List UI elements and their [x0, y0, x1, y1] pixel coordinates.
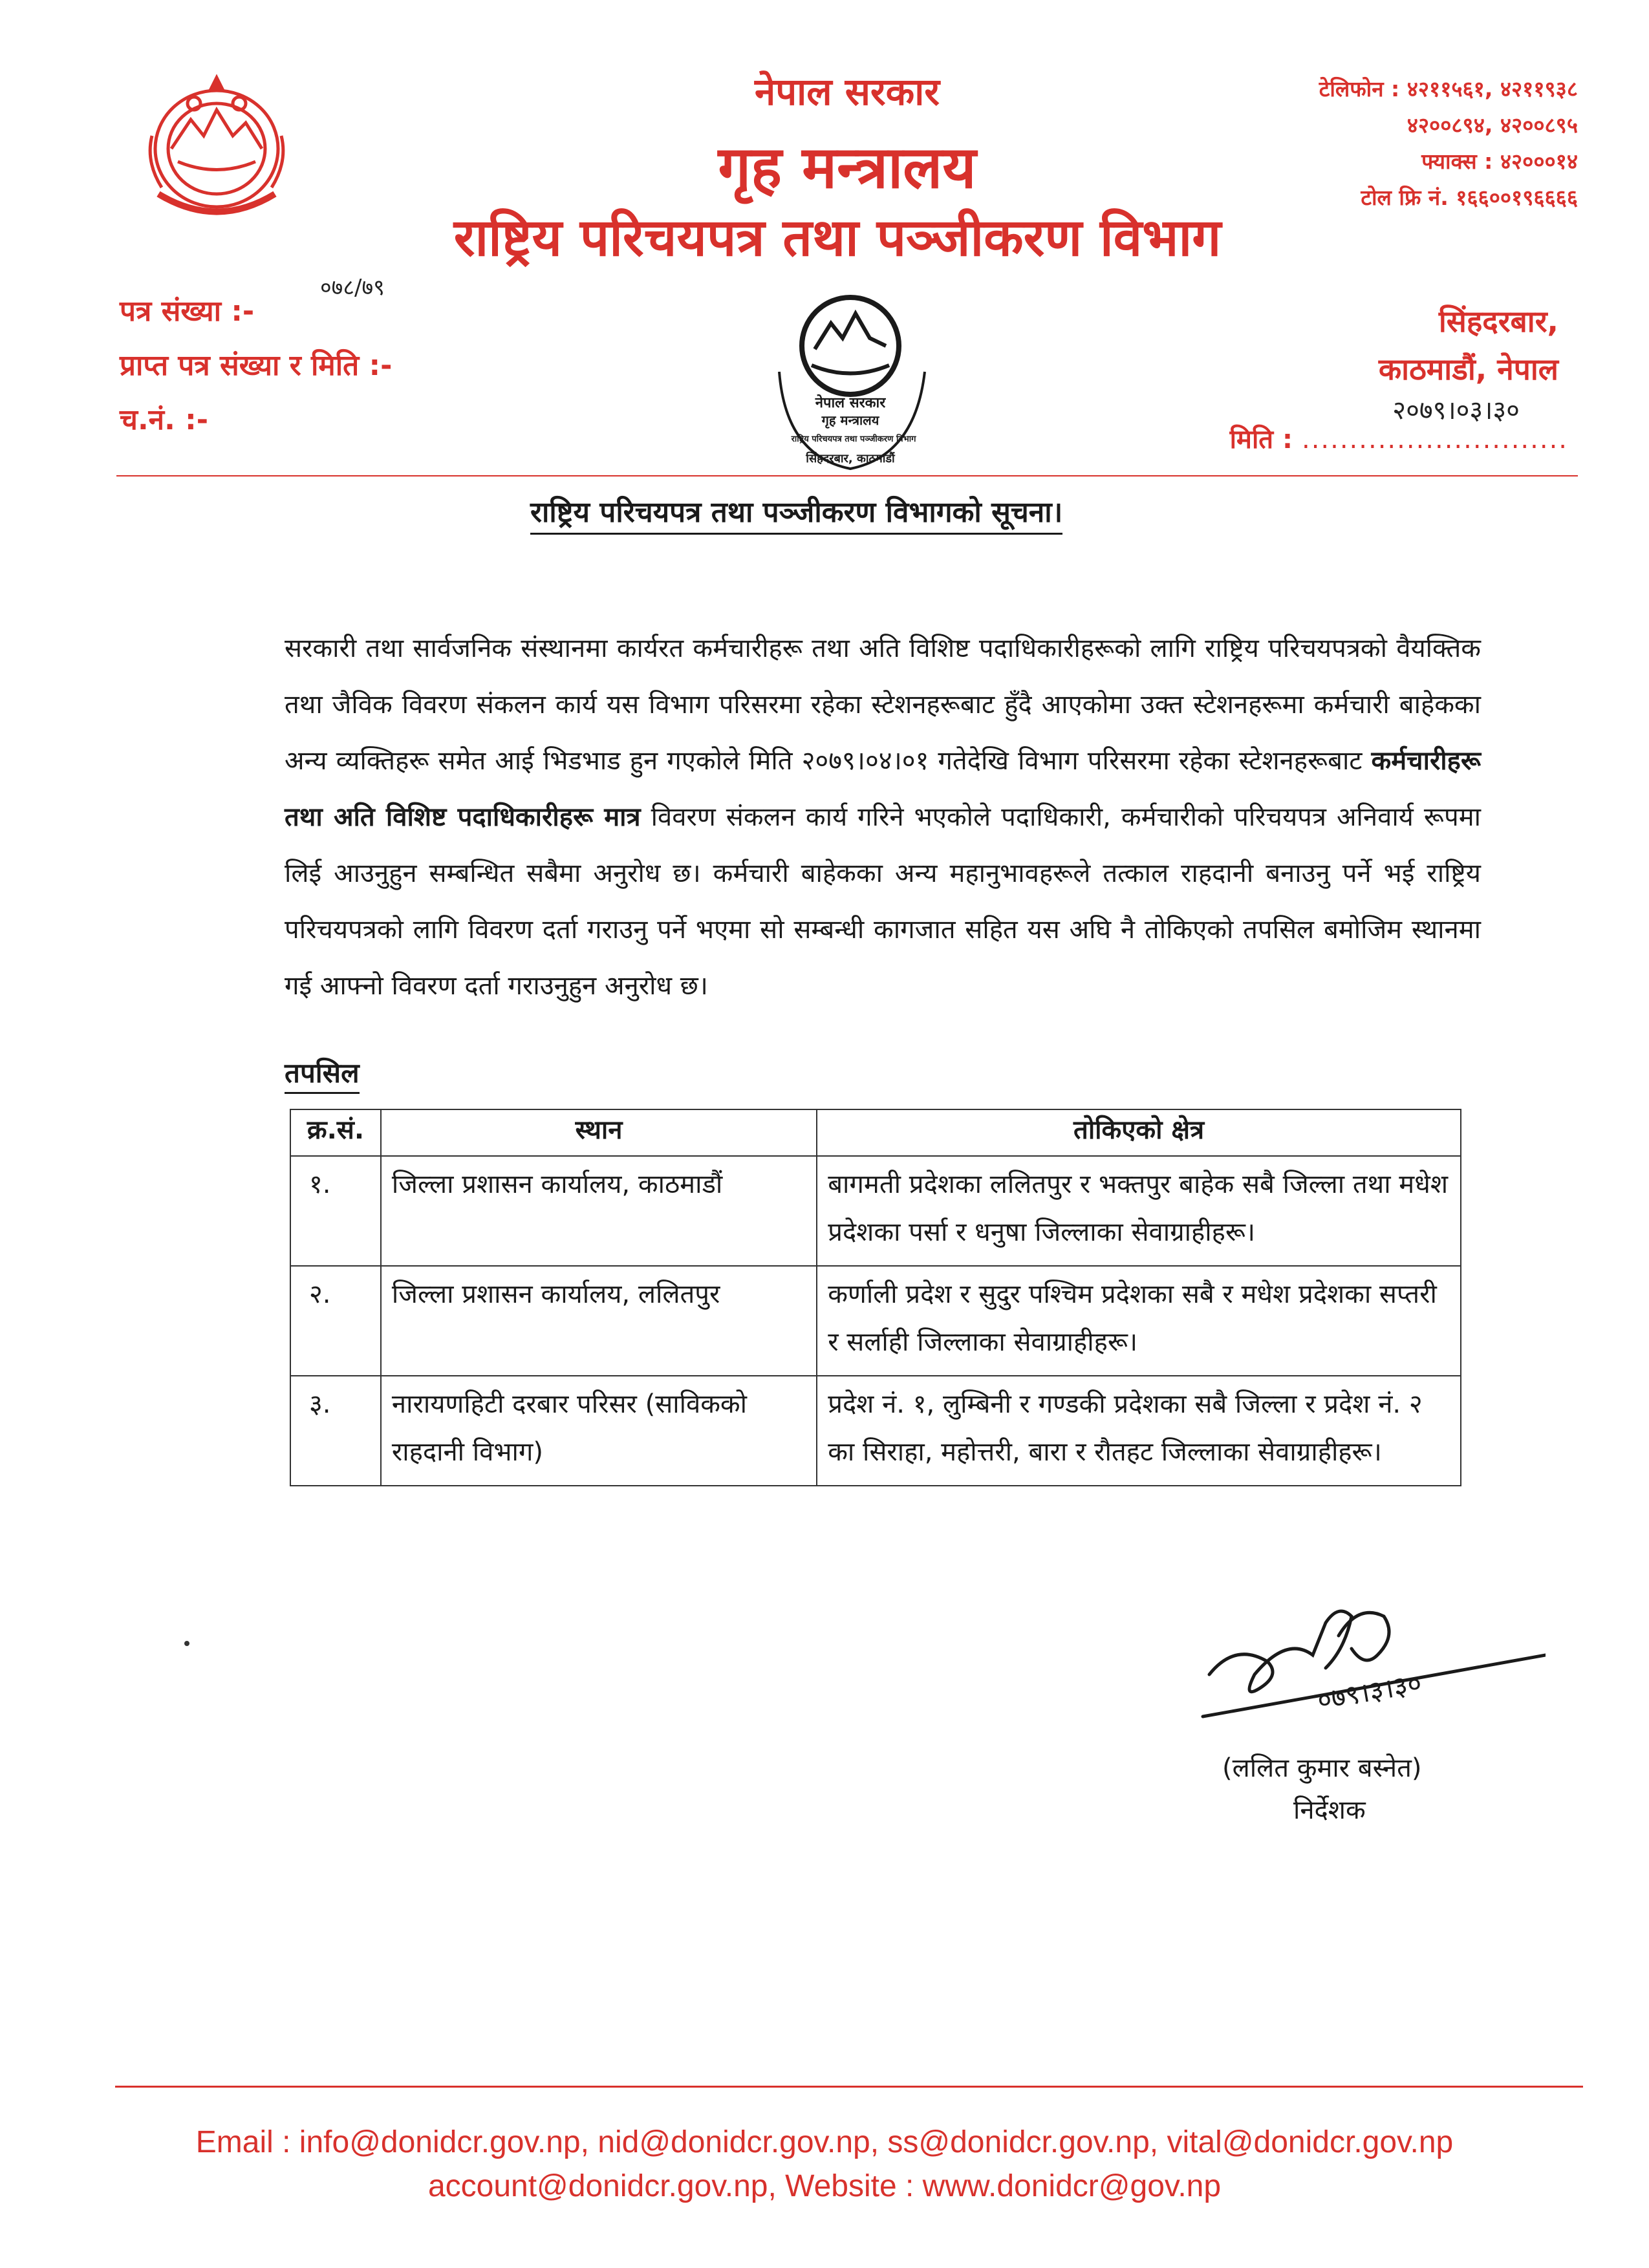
date-field	[1230, 420, 1568, 456]
schedule-table	[290, 1109, 1461, 1486]
office-address	[1379, 297, 1558, 393]
table-row	[290, 1376, 1461, 1486]
signatory-title: निर्देशक	[1293, 1795, 1366, 1825]
serial-cell: ३.	[290, 1376, 381, 1486]
seal-text-3: राष्ट्रिय परिचयपत्र तथा पञ्जीकरण विभाग	[791, 434, 916, 444]
header-serial: क्र.सं.	[290, 1109, 381, 1156]
handwritten-signature	[1183, 1578, 1546, 1746]
body-part-1: सरकारी तथा सार्वजनिक संस्थानमा कार्यरत कर्मचारीहरू तथा अति विशिष्ट पदाधिकारीहरूको लागि राष्ट्रिय परिचयपत्रको वैयक्तिक तथा जैविक विवरण संकलन कार्य यस विभाग परिसरमा रहेका स्टेशनहरूबाट हुँदै आएकोमा उक्त स्टेशनहरूमा कर्मचारी बाहेकका अन्य व्यक्तिहरू समेत आई भिडभाड हुन गएकोले मिति २०७९।०४।०१ गतेदेखि विभाग परिसरमा रहेका स्टेशनहरूबाट	[285, 634, 1481, 776]
handwritten-date: २०७९।०३।३०	[1392, 396, 1520, 425]
seal-text-2: गृह मन्त्रालय	[821, 412, 879, 428]
body-bold-phrase: कर्मचारीहरू तथा अति विशिष्ट पदाधिकारीहरू मात्र	[285, 746, 1481, 832]
dispatch-number-label: च.नं. :-	[120, 403, 208, 436]
phone-line-1: टेलिफोन : ४२११५६१, ४२११९३८	[1319, 76, 1578, 102]
notice-body	[285, 621, 1481, 1014]
reference-labels	[120, 284, 392, 447]
footer-website: account@donidcr.gov.np, Website : www.donidcr@gov.np	[427, 2169, 1222, 2203]
signatory-name: (ललित कुमार बस्नेत)	[1222, 1753, 1422, 1783]
phone-line-2: ४२००८९४, ४२००८९५	[1406, 112, 1578, 138]
department-name: राष्ट्रिय परिचयपत्र तथा पञ्जीकरण विभाग	[453, 208, 1222, 268]
footer-contact	[97, 2121, 1552, 2209]
header-divider	[116, 475, 1578, 476]
table-row	[290, 1156, 1461, 1266]
contact-info	[1319, 71, 1578, 216]
nepal-emblem-logo	[133, 65, 301, 239]
address-line-2: काठमाडौं, नेपाल	[1378, 352, 1558, 387]
received-letter-label: प्राप्त पत्र संख्या र मिति :-	[120, 349, 393, 382]
area-cell: प्रदेश नं. १, लुम्बिनी र गण्डकी प्रदेशका सबै जिल्ला र प्रदेश नं. २ का सिराहा, महोत्तरी, बारा र रौतहट जिल्लाका सेवाग्राहीहरू।	[817, 1376, 1461, 1486]
table-row	[290, 1266, 1461, 1376]
header-place: स्थान	[381, 1109, 817, 1156]
date-dots: ............................	[1301, 425, 1568, 455]
place-cell: जिल्ला प्रशासन कार्यालय, काठमाडौं	[381, 1156, 817, 1266]
place-cell: नारायणहिटी दरबार परिसर (साविकको राहदानी विभाग)	[381, 1376, 817, 1486]
serial-cell: २.	[290, 1266, 381, 1376]
scan-speck	[184, 1641, 189, 1646]
department-seal	[740, 275, 954, 488]
area-cell: कर्णाली प्रदेश र सुदुर पश्चिम प्रदेशका सबै र मधेश प्रदेशका सप्तरी र सर्लाही जिल्लाका सेवाग्राहीहरू।	[817, 1266, 1461, 1376]
tollfree-line: टोल फ्रि नं. १६६००१९६६६६	[1361, 185, 1578, 210]
notice-title: राष्ट्रिय परिचयपत्र तथा पञ्जीकरण विभागको सूचना।	[530, 491, 1062, 535]
seal-text-1: नेपाल सरकार	[815, 395, 886, 411]
serial-cell: १.	[290, 1156, 381, 1266]
date-label: मिति :	[1229, 425, 1293, 455]
footer-emails: Email : info@donidcr.gov.np, nid@donidcr.gov.np, ss@donidcr.gov.np, vital@donidcr.gov.np	[195, 2125, 1454, 2159]
footer-divider	[115, 2086, 1583, 2088]
letter-number-label: पत्र संख्या :-	[120, 295, 255, 328]
place-cell: जिल्ला प्रशासन कार्यालय, ललितपुर	[381, 1266, 817, 1376]
government-name: नेपाल सरकार	[755, 70, 940, 114]
ministry-name: गृह मन्त्रालय	[718, 134, 976, 202]
signature-date: ०७९।३।३०	[1315, 1667, 1425, 1717]
area-cell: बागमती प्रदेशका ललितपुर र भक्तपुर बाहेक सबै जिल्ला तथा मधेश प्रदेशका पर्सा र धनुषा जिल्लाका सेवाग्राहीहरू।	[817, 1156, 1461, 1266]
table-header-row	[290, 1109, 1461, 1156]
tapasil-heading: तपसिल	[285, 1054, 360, 1094]
address-line-1: सिंहदरबार,	[1438, 304, 1558, 339]
seal-text-4: सिंहदरबार, काठमाडौं	[806, 452, 895, 465]
fax-line: फ्याक्स : ४२०००१४	[1421, 149, 1578, 174]
body-part-2: विवरण संकलन कार्य गरिने भएकोले पदाधिकारी, कर्मचारीको परिचयपत्र अनिवार्य रूपमा लिई आउनुहुन सम्बन्धित सबैमा अनुरोध छ। कर्मचारी बाहेकका अन्य महानुभावहरूले तत्काल राहदानी बनाउनु पर्ने भई राष्ट्रिय परिचयपत्रको लागि विवरण दर्ता गराउनु पर्ने भएमा सो सम्बन्धी कागजात सहित यस अघि नै तोकिएको तपसिल बमोजिम स्थानमा गई आफ्नो विवरण दर्ता गराउनुहुन अनुरोध छ।	[285, 802, 1481, 1001]
letter-number-value: ०७८/७९	[320, 275, 385, 301]
header-area: तोकिएको क्षेत्र	[817, 1109, 1461, 1156]
